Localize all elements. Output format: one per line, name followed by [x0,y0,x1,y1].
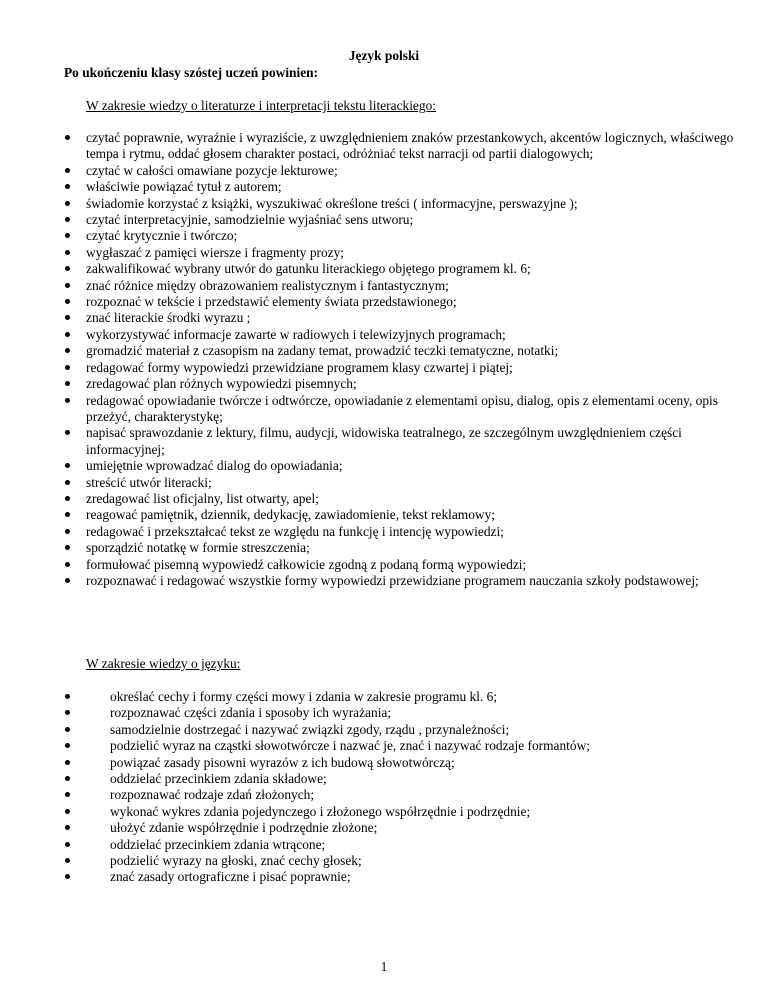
list-item [0,804,760,820]
list-item [0,771,760,787]
bullet-icon [65,381,70,386]
bullet-icon [65,760,70,765]
list-item [0,705,760,721]
section-heading-literature: W zakresie wiedzy o literaturze i interpretacji tekstu literackiego: [86,98,436,113]
list-item-text: oddzielać przecinkiem zdania składowe; [110,771,327,787]
list-item-text: określać cechy i formy części mowy i zdania w zakresie programu kl. 6; [110,689,498,704]
list-item-text: wykonać wykres zdania pojedynczego i złożonego współrzędnie i podrzędnie; [110,803,531,819]
list-item [0,820,760,836]
list-item-text: rozpoznawać części zdania i sposoby ich wyrażania; [110,705,392,721]
bullet-icon [65,743,70,748]
bullet-icon [65,825,70,830]
bullet-icon [65,201,70,206]
list-item [0,343,760,359]
list-item-text: samodzielnie dostrzegać i nazywać związki zgody, rządu , przynależności; [110,721,510,737]
list-item-text: zredagować list oficjalny, list otwarty, apel; [86,490,319,506]
list-item-text: redagować formy wypowiedzi przewidziane programem klasy czwartej i piątej; [86,359,513,375]
list-item [0,540,760,556]
bullet-icon [65,545,70,550]
list-item [0,360,760,376]
bullet-icon [65,562,70,567]
document-subtitle: Po ukończeniu klasy szóstej uczeń powinien: [64,65,319,80]
list-item [0,507,760,523]
list-item [0,228,760,244]
section-heading-language: W zakresie wiedzy o języku: [86,656,241,671]
bullet-icon [65,874,70,879]
bullet-icon [65,135,70,140]
list-item-text: rozpoznawać i redagować wszystkie formy wypowiedzi przewidziane programem nauczania szkoły podstawowej; [86,572,699,588]
list-item [0,755,760,771]
bullet-icon [65,858,70,863]
list-item [0,475,760,491]
list-item [0,179,760,195]
list-item-text: czytać interpretacyjnie, samodzielnie wyjaśniać sens utworu; [86,212,414,228]
list-item [0,130,760,163]
bullet-icon [65,480,70,485]
page-number: 1 [380,959,388,974]
list-item [0,278,760,294]
list-item-text: rozpoznać w tekście i przedstawić elementy świata przedstawionego; [86,294,457,310]
list-item-text: znać zasady ortograficzne i pisać poprawnie; [110,869,351,885]
list-item-text: oddzielać przecinkiem zdania wtrącone; [110,836,326,852]
list-item [0,261,760,277]
list-item [0,491,760,507]
list-item-text: redagować opowiadanie twórcze i odtwórcze, opowiadanie z elementami opisu, dialog, opis z elementami oceny, opis przeżyć, charakterystykę; [86,392,718,424]
list-item-text: napisać sprawozdanie z lektury, filmu, audycji, widowiska teatralnego, ze szczególnym uwzględnieniem części informacyjnej; [86,425,682,457]
bullet-icon [65,398,70,403]
list-item [0,294,760,310]
bullet-icon [65,348,70,353]
bullet-icon [65,283,70,288]
list-item [0,557,760,573]
list-item [0,837,760,853]
bullet-icon [65,250,70,255]
language-list [0,689,760,886]
list-item [0,245,760,261]
list-item-text: powiązać zasady pisowni wyrazów z ich budową słowotwórczą; [110,754,455,770]
bullet-icon [65,315,70,320]
bullet-icon [65,842,70,847]
list-item [0,376,760,392]
list-item [0,524,760,540]
list-item [0,738,760,754]
list-item [0,425,760,458]
bullet-icon [65,365,70,370]
bullet-icon [65,463,70,468]
list-item [0,787,760,803]
list-item-text: podzielić wyraz na cząstki słowotwórcze i nazwać je, znać i nazywać rodzaje formantów; [110,738,590,754]
list-item [0,310,760,326]
list-item-text: znać literackie środki wyrazu ; [86,310,251,326]
bullet-icon [65,184,70,189]
list-item-text: zredagować plan różnych wypowiedzi pisemnych; [86,376,357,392]
list-item-text: czytać krytycznie i twórczo; [86,228,238,244]
bullet-icon [65,233,70,238]
list-item-text: rozpoznawać rodzaje zdań złożonych; [110,787,315,803]
list-item-text: reagować pamiętnik, dziennik, dedykację, zawiadomienie, tekst reklamowy; [86,507,496,523]
list-item [0,196,760,212]
list-item-text: właściwie powiązać tytuł z autorem; [86,179,282,195]
list-item-text: ułożyć zdanie współrzędnie i podrzędnie złożone; [110,820,378,836]
list-item-text: czytać poprawnie, wyraźnie i wyraziście, z uwzględnieniem znaków przestankowych, akcentów logicznych, właściwego tempa i rytmu, oddać głosem charakter postaci, odróżniać tekst narracji od partii dialogowych; [86,130,734,162]
bullet-icon [65,266,70,271]
list-item-text: wykorzystywać informacje zawarte w radiowych i telewizyjnych programach; [86,326,506,342]
bullet-icon [65,727,70,732]
literature-list [0,130,760,589]
bullet-icon [65,529,70,534]
list-item-text: sporządzić notatkę w formie streszczenia; [86,540,310,556]
bullet-icon [65,809,70,814]
document-title: Język polski [348,48,420,63]
list-item [0,869,760,885]
bullet-icon [65,512,70,517]
bullet-icon [65,430,70,435]
bullet-icon [65,496,70,501]
list-item-text: formułować pisemną wypowiedź całkowicie zgodną z podaną formą wypowiedzi; [86,556,527,572]
bullet-icon [65,217,70,222]
list-item [0,212,760,228]
list-item-text: podzielić wyrazy na głoski, znać cechy głosek; [110,853,362,869]
list-item-text: świadomie korzystać z książki, wyszukiwać określone treści ( informacyjne, perswazyjne ); [86,195,578,211]
list-item [0,458,760,474]
bullet-icon [65,332,70,337]
list-item-text: umiejętnie wprowadzać dialog do opowiadania; [86,458,343,474]
bullet-icon [65,710,70,715]
list-item-text: znać różnice między obrazowaniem realistycznym i fantastycznym; [86,277,449,293]
bullet-icon [65,168,70,173]
bullet-icon [65,776,70,781]
list-item [0,393,760,426]
list-item-text: czytać w całości omawiane pozycje lekturowe; [86,162,338,178]
bullet-icon [65,299,70,304]
bullet-icon [65,578,70,583]
list-item-text: zakwalifikować wybrany utwór do gatunku literackiego objętego programem kl. 6; [86,261,531,277]
bullet-icon [65,694,70,699]
list-item-text: wygłaszać z pamięci wiersze i fragmenty prozy; [86,244,345,260]
list-item [0,689,760,705]
list-item [0,573,760,589]
bullet-icon [65,792,70,797]
list-item [0,722,760,738]
list-item-text: gromadzić materiał z czasopism na zadany temat, prowadzić teczki tematyczne, notatki; [86,343,559,359]
list-item [0,163,760,179]
list-item [0,327,760,343]
list-item-text: redagować i przekształcać tekst ze względu na funkcję i intencję wypowiedzi; [86,523,504,539]
list-item [0,853,760,869]
list-item-text: streścić utwór literacki; [86,474,212,490]
